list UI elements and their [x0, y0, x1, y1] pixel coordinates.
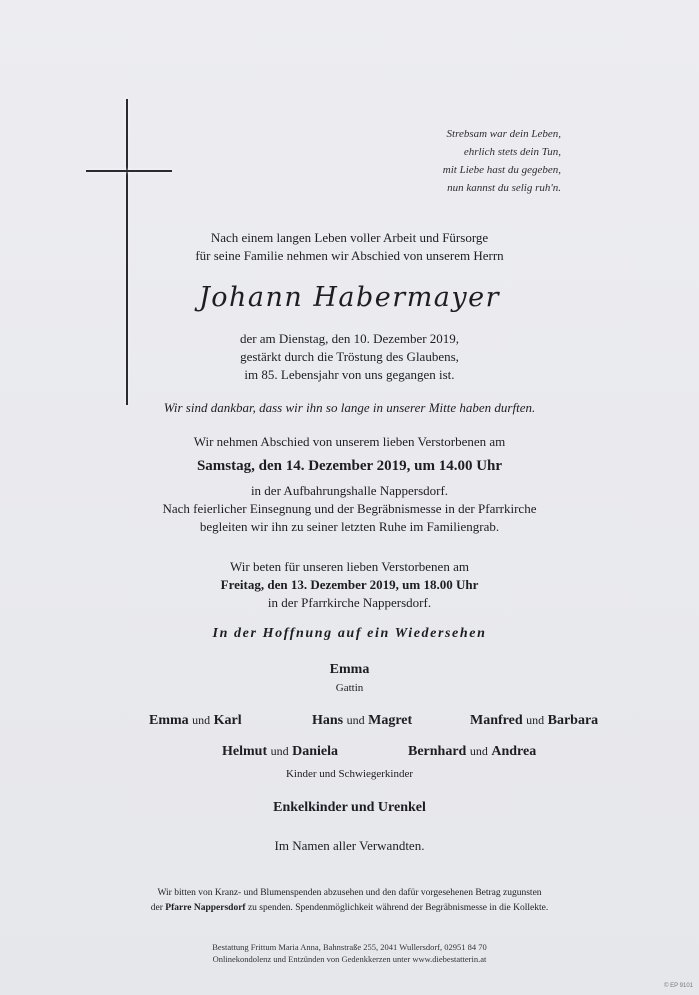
funeral-line: in der Aufbahrungshalle Nappersdorf. [250, 483, 449, 498]
hope-heading: In der Hoffnung auf ein Wiedersehen [212, 626, 487, 641]
death-line: im 85. Lebensjahr von uns gegangen ist. [244, 367, 455, 382]
connector: und [526, 713, 545, 727]
gratitude-text: Wir sind dankbar, dass wir ihn so lange in unserer Mitte haben durften. [163, 400, 536, 415]
funeral-date: Samstag, den 14. Dezember 2019, um 14.00 Uhr [196, 458, 503, 474]
family-pair [222, 744, 338, 760]
family-pair [470, 713, 598, 729]
family-member: Hans [312, 713, 344, 728]
funeral-line: begleiten wir ihn zu seiner letzten Ruhe im Familiengrab. [199, 519, 500, 534]
poem-line: mit Liebe hast du gegeben, [442, 164, 561, 176]
widow-role: Gattin [335, 682, 364, 694]
intro-line: Nach einem langen Leben voller Arbeit und Fürsorge [210, 230, 489, 245]
funeral-line: Nach feierlicher Einsegnung und der Begräbnismesse in der Pfarrkirche [162, 501, 537, 516]
family-member: Manfred [470, 713, 523, 728]
family-member: Magret [368, 713, 413, 728]
family-pair [149, 713, 242, 729]
family-member: Helmut [222, 744, 268, 759]
poem-line: ehrlich stets dein Tun, [463, 146, 561, 158]
prayer-date: Freitag, den 13. Dezember 2019, um 18.00 Uhr [220, 577, 479, 592]
family-pair [408, 744, 536, 760]
donation-parish: Pfarre Nappersdorf [165, 903, 246, 913]
footer-line: Bestattung Frittum Maria Anna, Bahnstraße 255, 2041 Wullersdorf, 02951 84 70 [212, 942, 487, 952]
connector: und [469, 744, 488, 758]
connector: und [346, 713, 365, 727]
family-member: Andrea [491, 744, 537, 759]
family-member: Daniela [292, 744, 338, 759]
widow-name: Emma [329, 662, 370, 677]
funeral-intro: Wir nehmen Abschied von unserem lieben Verstorbenen am [193, 434, 506, 449]
intro-text [0, 229, 699, 265]
deceased-name: Johann Habermayer [198, 282, 501, 313]
watermark: © EP 9101 [664, 983, 693, 989]
footer-line: Onlinekondolenz und Entzünden von Gedenkkerzen unter www.diebestatterin.at [212, 954, 487, 964]
death-notice [0, 330, 699, 384]
family-member: Barbara [547, 713, 599, 728]
donation-line [0, 901, 699, 916]
grandchildren: Enkelkinder und Urenkel [273, 800, 426, 815]
donation-text [0, 886, 699, 916]
prayer-intro: Wir beten für unseren lieben Verstorbenen am [230, 559, 469, 574]
family-member: Emma [149, 713, 189, 728]
children-role: Kinder und Schwiegerkinder [285, 768, 414, 780]
family-member: Bernhard [408, 744, 467, 759]
cross-horizontal-beam [86, 170, 172, 172]
prayer-location: in der Pfarrkirche Nappersdorf. [267, 595, 432, 610]
connector: und [192, 713, 211, 727]
donation-line: Wir bitten von Kranz- und Blumenspenden abzusehen und den dafür vorgesehenen Betrag zugunsten [157, 888, 542, 898]
poem-line: nun kannst du selig ruh'n. [447, 182, 561, 194]
connector: und [270, 744, 289, 758]
donation-suffix: zu spenden. Spendenmöglichkeit während der Begräbnismesse in die Kollekte. [247, 903, 549, 913]
footer [0, 941, 699, 965]
funeral-details [0, 482, 699, 536]
family-member: Karl [213, 713, 242, 728]
death-line: gestärkt durch die Tröstung des Glaubens, [240, 349, 459, 364]
poem [443, 125, 561, 197]
donation-prefix: der [150, 903, 163, 913]
family-pair [312, 713, 412, 729]
poem-line: Strebsam war dein Leben, [446, 128, 561, 140]
relatives: Im Namen aller Verwandten. [274, 838, 425, 853]
death-line: der am Dienstag, den 10. Dezember 2019, [239, 331, 460, 346]
intro-line: für seine Familie nehmen wir Abschied von unserem Herrn [195, 248, 504, 263]
